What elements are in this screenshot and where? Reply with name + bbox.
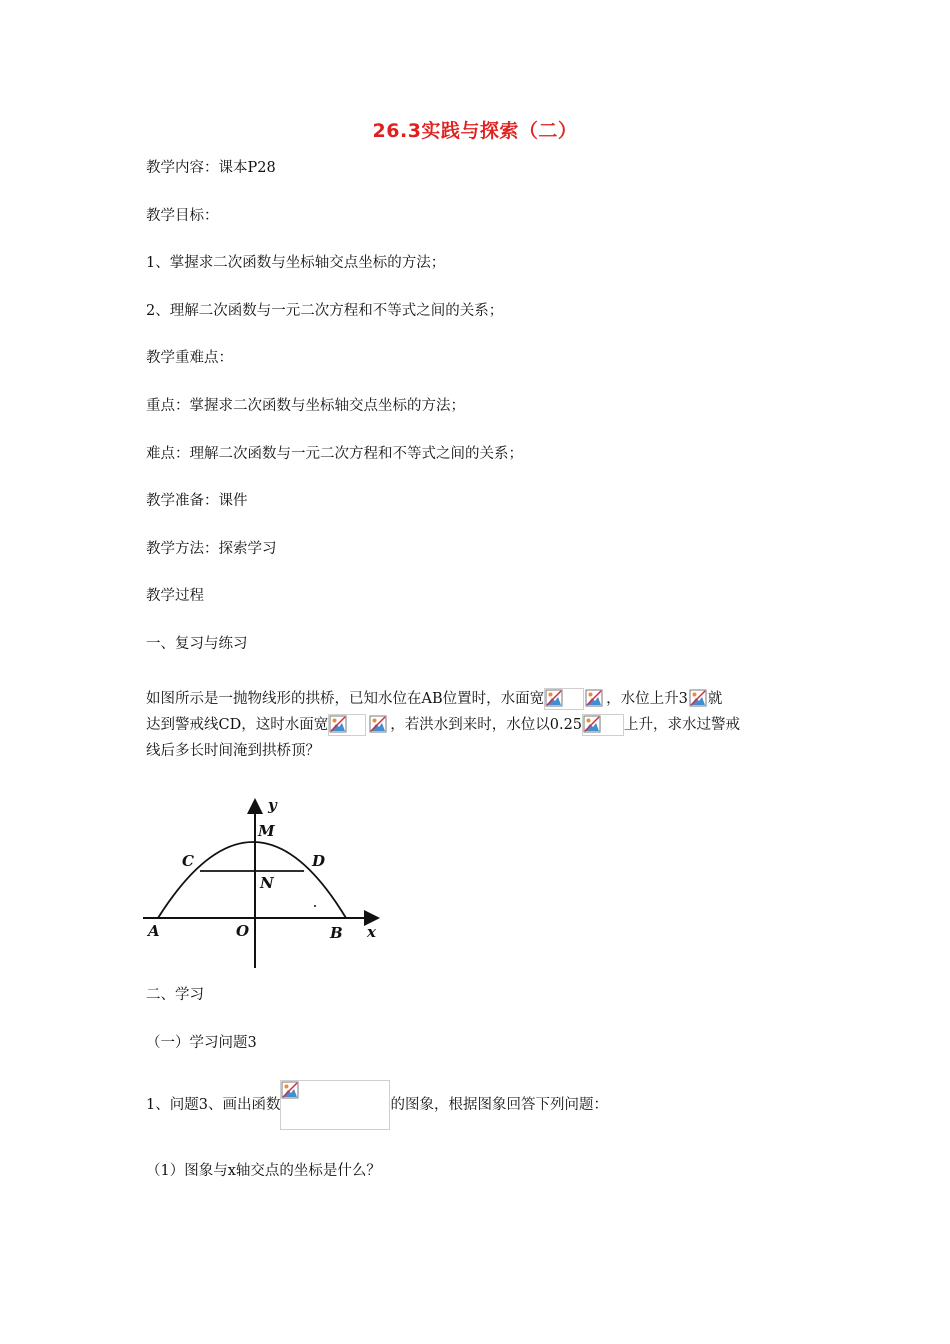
page-title: 26.3实践与探索（二） (372, 120, 578, 142)
section-learning: 二、学习 (146, 987, 204, 1003)
function-formula-image (280, 1080, 390, 1130)
question-1a: （1）图象与x轴交点的坐标是什么？ (146, 1163, 381, 1179)
goal-1: 1、掌握求二次函数与坐标轴交点坐标的方法； (146, 255, 446, 271)
broken-image-icon (369, 715, 387, 733)
bridge-parabola-figure (140, 796, 390, 972)
broken-image-icon (689, 689, 707, 707)
broken-image-icon (583, 715, 601, 733)
problem-paragraph (146, 686, 816, 764)
problem-text-5: ，若洪水到来时，水位以0.25 (390, 717, 583, 733)
problem-text-6: 上升，求水过警戒 (624, 717, 741, 733)
label-m: M (258, 822, 275, 840)
problem-text-2: ，水位上升3 (606, 691, 688, 707)
problem-text-4: 达到警戒线CD，这时水面宽 (146, 717, 329, 733)
key-point: 重点：掌握求二次函数与坐标轴交点坐标的方法； (146, 398, 465, 414)
teaching-prep: 教学准备：课件 (146, 493, 248, 509)
problem-text-7: 线后多长时间淹到拱桥顶？ (146, 743, 320, 759)
broken-image-icon (329, 715, 347, 733)
label-x: x (367, 923, 376, 941)
formula-image (368, 714, 390, 736)
question-1 (146, 1080, 608, 1130)
difficulty-point: 难点：理解二次函数与一元二次方程和不等式之间的关系； (146, 446, 523, 462)
label-n: N (260, 874, 274, 892)
teaching-method: 教学方法：探索学习 (146, 541, 277, 557)
goals-heading: 教学目标： (146, 208, 219, 224)
broken-image-icon (545, 689, 563, 707)
subsection-problem3: （一）学习问题3 (146, 1035, 257, 1051)
key-heading: 教学重难点： (146, 350, 233, 366)
formula-image (688, 688, 708, 710)
question-1-text-pre: 1、问题3、画出函数 (146, 1097, 281, 1113)
label-o: O (236, 922, 250, 940)
formula-image (584, 688, 606, 710)
label-d: D (312, 852, 326, 870)
problem-text-1: 如图所示是一抛物线形的拱桥，已知水位在AB位置时，水面宽 (146, 691, 545, 707)
formula-image (582, 714, 624, 736)
teaching-process: 教学过程 (146, 588, 204, 604)
label-y: y (268, 796, 277, 814)
formula-image (544, 688, 584, 710)
broken-image-icon (281, 1081, 299, 1099)
label-c: C (182, 852, 194, 870)
formula-image (328, 714, 366, 736)
question-1-text-post: 的图象，根据图象回答下列问题： (390, 1097, 608, 1113)
goal-2: 2、理解二次函数与一元二次方程和不等式之间的关系； (146, 303, 504, 319)
label-b: B (330, 924, 343, 942)
section-review: 一、复习与练习 (146, 636, 248, 652)
label-a: A (148, 922, 160, 940)
problem-text-3: 就 (707, 691, 723, 707)
broken-image-icon (585, 689, 603, 707)
teaching-content: 教学内容：课本P28 (146, 160, 276, 176)
dot-mark (314, 905, 316, 907)
